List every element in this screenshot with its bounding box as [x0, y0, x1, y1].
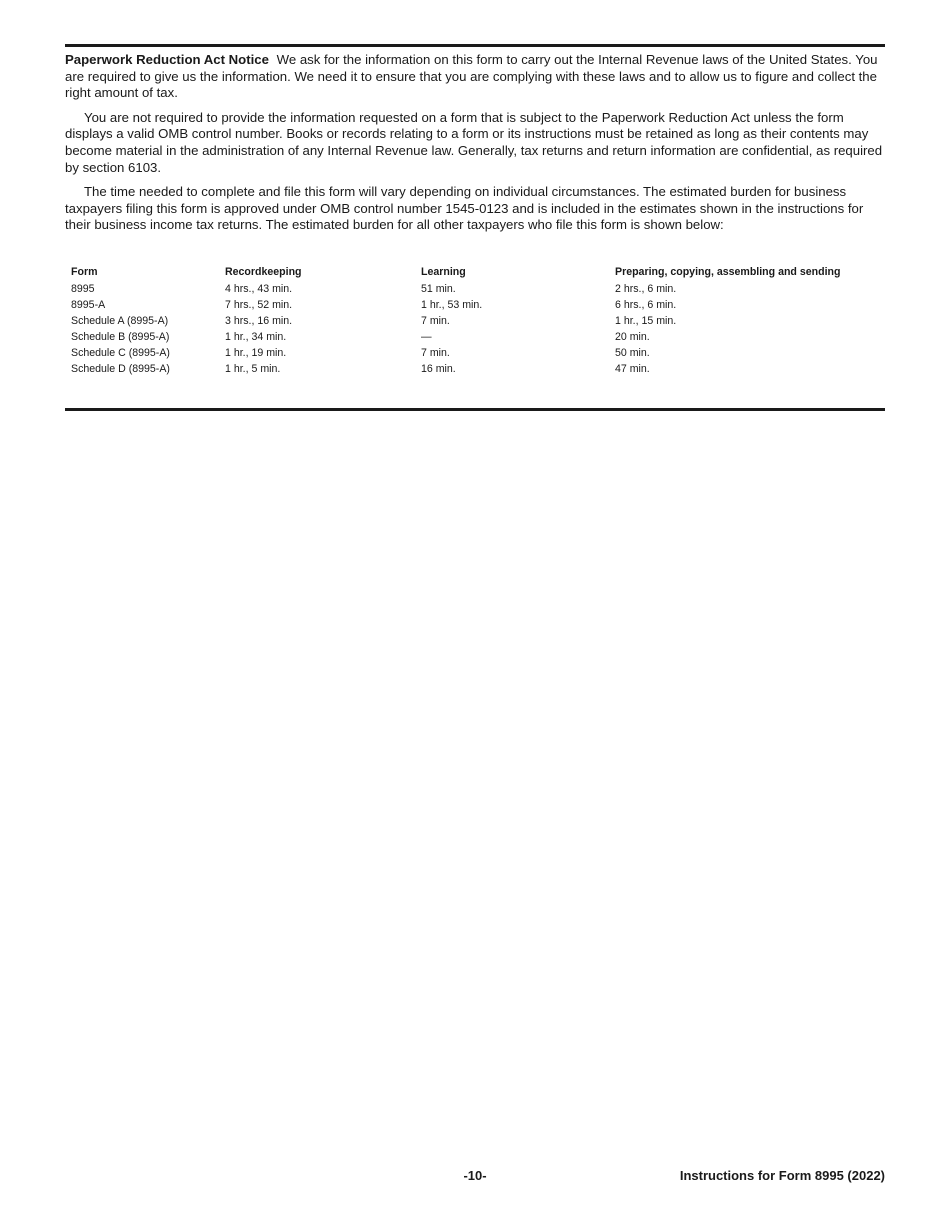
notice-paragraph-1-text: We ask for the information on this form to carry out the Internal Revenue laws of the United States. You are required to give us the information. We need it to ensure that you are complying with these laws and to allow us to figure and collect the right amount of tax.: [65, 52, 878, 101]
header-recordkeeping: Recordkeeping: [225, 266, 302, 278]
cell-form: Schedule A (8995-A): [71, 315, 169, 327]
notice-paragraph-3: The time needed to complete and file this form will vary depending on individual circumstances. The estimated burden for business taxpayers filing this form is approved under OMB control number 1545-0123 and is included in the estimates shown in the instructions for their business income tax returns. The estimated burden for all other taxpayers who file this form is shown below:: [65, 184, 864, 233]
top-rule: [65, 44, 885, 47]
header-preparing: Preparing, copying, assembling and sending: [615, 266, 841, 278]
cell-preparing: 6 hrs., 6 min.: [615, 299, 677, 311]
cell-learning: 7 min.: [421, 347, 450, 359]
cell-form: Schedule C (8995-A): [71, 347, 170, 359]
cell-preparing: 2 hrs., 6 min.: [615, 283, 677, 295]
bottom-rule: [65, 408, 885, 411]
cell-learning: 7 min.: [421, 315, 450, 327]
cell-preparing: 47 min.: [615, 363, 650, 375]
table-row: [65, 361, 895, 377]
table-row: [65, 297, 895, 313]
cell-preparing: 1 hr., 15 min.: [615, 315, 677, 327]
cell-form: 8995: [71, 283, 95, 295]
table-row: [65, 313, 895, 329]
header-learning: Learning: [421, 266, 466, 278]
cell-preparing: 20 min.: [615, 331, 650, 343]
cell-recordkeeping: 1 hr., 34 min.: [225, 331, 287, 343]
table-header-row: [65, 264, 895, 281]
cell-recordkeeping: 7 hrs., 52 min.: [225, 299, 293, 311]
notice-heading: Paperwork Reduction Act Notice: [65, 52, 269, 67]
cell-learning: 51 min.: [421, 283, 456, 295]
notice-paragraph-2: You are not required to provide the information requested on a form that is subject to the Paperwork Reduction Act unless the form displays a valid OMB control number. Books or records relating to a form or its instructions must be retained as long as their contents may become material in the administration of any Internal Revenue law. Generally, tax returns and return information are confidential, as required by section 6103.: [65, 109, 883, 175]
burden-estimate-table: [65, 264, 895, 377]
cell-learning: —: [421, 331, 432, 343]
cell-learning: 1 hr., 53 min.: [421, 299, 483, 311]
cell-form: 8995-A: [71, 299, 106, 311]
cell-form: Schedule D (8995-A): [71, 363, 170, 375]
notice-paragraph-1: [65, 52, 887, 102]
footer-document-title: Instructions for Form 8995 (2022): [679, 1168, 885, 1183]
cell-recordkeeping: 1 hr., 5 min.: [225, 363, 281, 375]
cell-recordkeeping: 1 hr., 19 min.: [225, 347, 287, 359]
header-form: Form: [71, 266, 98, 278]
page-number: -10-: [463, 1168, 487, 1183]
cell-recordkeeping: 3 hrs., 16 min.: [225, 315, 293, 327]
table-row: [65, 329, 895, 345]
table-row: [65, 345, 895, 361]
table-row: [65, 281, 895, 297]
cell-recordkeeping: 4 hrs., 43 min.: [225, 283, 293, 295]
cell-learning: 16 min.: [421, 363, 456, 375]
cell-form: Schedule B (8995-A): [71, 331, 170, 343]
cell-preparing: 50 min.: [615, 347, 650, 359]
paperwork-reduction-notice: [65, 52, 887, 242]
